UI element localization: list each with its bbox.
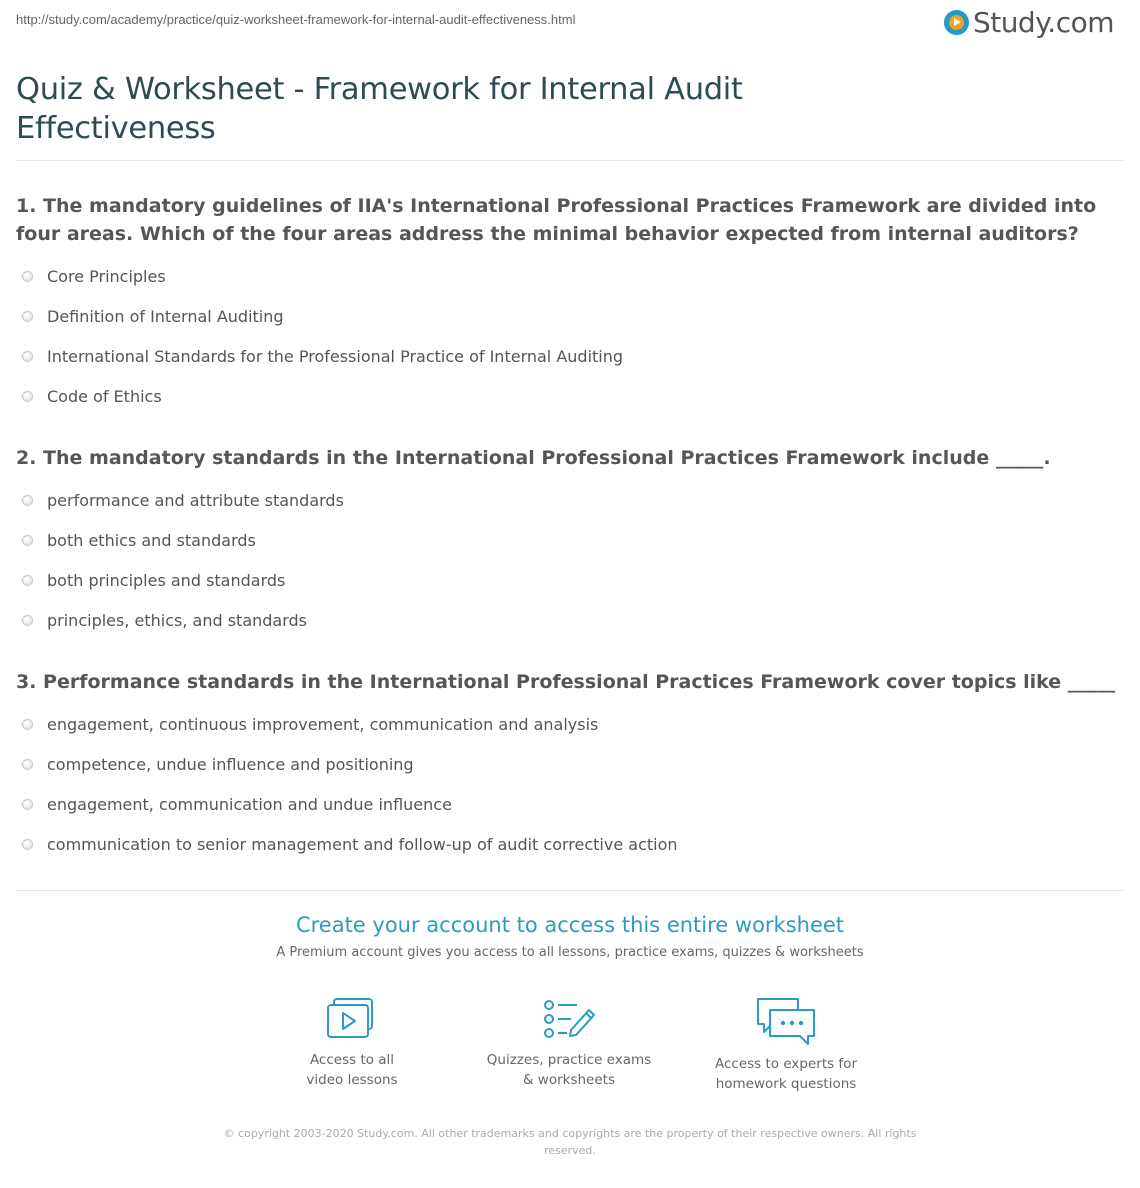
answer-label: both ethics and standards [47,530,256,550]
question-1: 1. The mandatory guidelines of IIA's International Professional Practices Framework are divided into four areas. Which of the four areas address the minimal behavior expected from internal auditors? [16,195,1097,245]
answer-option[interactable] [22,520,344,560]
answer-option[interactable] [22,480,344,520]
brand-name: Study.com [972,6,1114,39]
answer-label: competence, undue influence and positioning [47,754,414,774]
section-divider [16,890,1124,891]
answer-option[interactable] [22,744,678,784]
answer-label: Core Principles [47,266,166,286]
quiz-checklist-icon [541,996,597,1042]
answer-option[interactable] [22,560,344,600]
answer-option[interactable] [22,256,623,296]
radio-button-icon[interactable] [22,391,33,402]
chat-bubbles-icon [754,996,818,1046]
page-title: Quiz & Worksheet - Framework for Internal Audit Effectiveness [16,72,743,146]
play-logo-icon [944,10,969,35]
create-account-link[interactable]: Create your account to access this entire worksheet [295,913,845,937]
question-2: 2. The mandatory standards in the International Professional Practices Framework include _____. [16,447,1051,469]
premium-description: A Premium account gives you access to all lessons, practice exams, quizzes & worksheets [276,945,864,960]
answer-label: Code of Ethics [47,386,162,406]
answer-option[interactable] [22,296,623,336]
video-lessons-icon [324,996,380,1042]
feature-quizzes [469,996,669,1090]
answer-label: both principles and standards [47,570,286,590]
feature-video-lessons [252,996,452,1090]
answer-option[interactable] [22,704,678,744]
copyright-notice: © copyright 2003-2020 Study.com. All other trademarks and copyrights are the property of their respective owners. All rights reserved. [223,1127,917,1157]
answer-label: communication to senior management and follow-up of audit corrective action [47,834,678,854]
question-3: 3. Performance standards in the International Professional Practices Framework cover topics like _____ [16,671,1116,693]
feature-experts [686,996,886,1094]
radio-button-icon[interactable] [22,615,33,626]
answer-label: International Standards for the Professional Practice of Internal Auditing [47,346,624,366]
radio-button-icon[interactable] [22,759,33,770]
answer-option[interactable] [22,600,344,640]
answer-option[interactable] [22,336,623,376]
answer-list-1 [22,256,623,416]
radio-button-icon[interactable] [22,799,33,810]
answer-label: performance and attribute standards [47,490,344,510]
radio-button-icon[interactable] [22,839,33,850]
radio-button-icon[interactable] [22,271,33,282]
answer-label: Definition of Internal Auditing [47,306,284,326]
radio-button-icon[interactable] [22,575,33,586]
radio-button-icon[interactable] [22,719,33,730]
answer-option[interactable] [22,784,678,824]
feature-label: Access to all video lessons [306,1052,398,1088]
radio-button-icon[interactable] [22,535,33,546]
page-url: http://study.com/academy/practice/quiz-worksheet-framework-for-internal-audit-effectiveness.html [16,12,576,27]
answer-option[interactable] [22,376,623,416]
radio-button-icon[interactable] [22,311,33,322]
feature-label: Access to experts for homework questions [714,1056,857,1092]
answer-option[interactable] [22,824,678,864]
answer-label: engagement, communication and undue influence [47,794,452,814]
answer-label: principles, ethics, and standards [47,610,308,630]
feature-label: Quizzes, practice exams & worksheets [486,1052,652,1088]
title-divider [16,160,1124,161]
answer-label: engagement, continuous improvement, communication and analysis [47,714,599,734]
answer-list-3 [22,704,678,864]
radio-button-icon[interactable] [22,495,33,506]
study-logo[interactable] [944,6,1114,39]
radio-button-icon[interactable] [22,351,33,362]
answer-list-2 [22,480,344,640]
